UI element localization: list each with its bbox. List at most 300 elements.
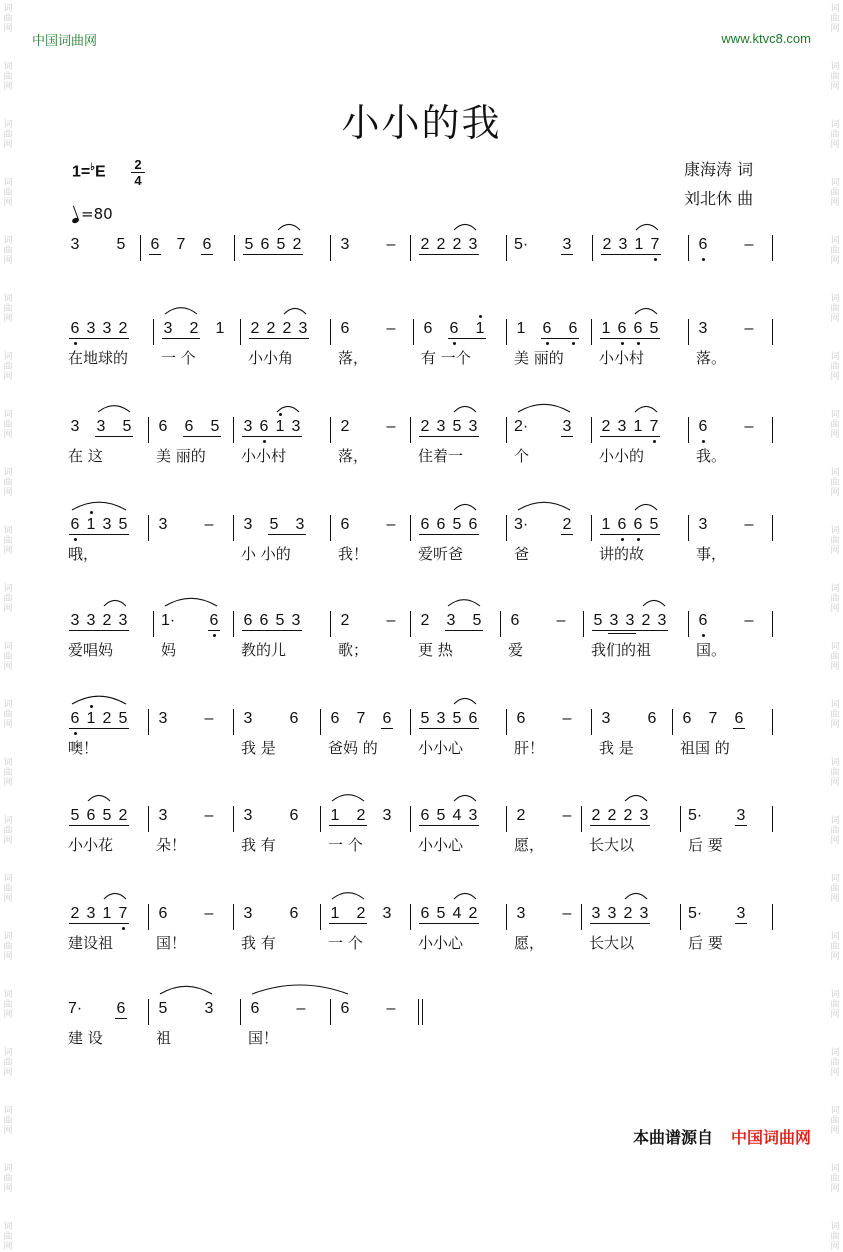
lyric-text: 小 小的 xyxy=(241,545,291,563)
score-note: 6 xyxy=(70,320,80,337)
score-note: 1 xyxy=(633,418,643,435)
score-note: 2 xyxy=(420,418,430,435)
lyric-text: 小小角 xyxy=(248,349,294,367)
barline xyxy=(233,611,234,637)
octave-dot-low xyxy=(702,440,705,443)
watermark-char: 词 xyxy=(3,468,13,478)
score-note: 3 xyxy=(601,710,611,727)
watermark-char: 网 xyxy=(830,1242,840,1252)
score-note: 6 xyxy=(340,1000,350,1017)
barline xyxy=(140,235,141,261)
score-note: 3 xyxy=(243,516,253,533)
duration-underline xyxy=(600,338,660,339)
header-site-url[interactable]: www.ktvc8.com xyxy=(721,31,811,46)
barline xyxy=(234,235,235,261)
watermark-group xyxy=(3,62,12,92)
duration-underline xyxy=(381,728,393,729)
lyric-text: 建 设 xyxy=(68,1029,103,1047)
watermark-char: 曲 xyxy=(3,1058,13,1068)
score-line xyxy=(0,902,843,962)
score-note: 5 xyxy=(649,516,659,533)
score-note: 3 xyxy=(468,418,478,435)
slur xyxy=(160,986,212,994)
slur xyxy=(518,502,570,510)
score-note: 5· xyxy=(688,905,703,922)
score-note: 3 xyxy=(102,320,112,337)
score-note: – xyxy=(386,612,396,629)
watermark-char: 词 xyxy=(830,62,840,72)
barline xyxy=(240,999,241,1025)
score-note: – xyxy=(556,612,566,629)
duration-underline xyxy=(419,923,479,924)
watermark-char: 词 xyxy=(830,758,840,768)
slur xyxy=(454,698,476,704)
score-note: 1 xyxy=(634,236,644,253)
score-note: 7 xyxy=(118,905,128,922)
barline xyxy=(591,515,592,541)
watermark-char: 曲 xyxy=(830,362,840,372)
score-note: 5 xyxy=(244,236,254,253)
lyric-text: 在 这 xyxy=(68,447,103,465)
watermark-char: 词 xyxy=(3,758,13,768)
lyric-text: 事， xyxy=(696,545,727,563)
watermark-char: 曲 xyxy=(830,942,840,952)
watermark-char: 词 xyxy=(830,642,840,652)
barline xyxy=(772,515,773,541)
duration-underline xyxy=(448,338,486,339)
score-line xyxy=(0,609,843,669)
lyric-text: 我 有 xyxy=(241,934,276,952)
barline xyxy=(233,709,234,735)
score-note: 1 xyxy=(86,710,96,727)
score-note: 6 xyxy=(86,807,96,824)
score-note: 3 xyxy=(625,612,635,629)
duration-underline xyxy=(419,254,479,255)
duration-underline xyxy=(243,254,303,255)
barline xyxy=(153,319,154,345)
duration-underline xyxy=(69,630,129,631)
barline xyxy=(591,417,592,443)
watermark-char: 曲 xyxy=(830,188,840,198)
tempo-value: =80 xyxy=(81,205,113,223)
watermark-char: 曲 xyxy=(3,304,13,314)
barline xyxy=(672,709,673,735)
octave-dot-low xyxy=(74,732,77,735)
octave-dot-low xyxy=(572,342,575,345)
lyric-text: 愿， xyxy=(514,934,545,952)
duration-underline xyxy=(445,630,483,631)
barline xyxy=(410,611,411,637)
score-note: 3 xyxy=(562,236,572,253)
lyric-text: 愿， xyxy=(514,836,545,854)
lyric-text: 我 是 xyxy=(599,739,634,757)
watermark-char: 词 xyxy=(3,178,13,188)
watermark-char: 词 xyxy=(830,1048,840,1058)
lyric-text: 我。 xyxy=(696,447,727,465)
watermark-char: 曲 xyxy=(3,652,13,662)
barline xyxy=(581,904,582,930)
octave-dot-low xyxy=(637,538,640,541)
score-note: – xyxy=(386,236,396,253)
score-note: 5· xyxy=(688,807,703,824)
score-note: 6 xyxy=(436,516,446,533)
score-note: 5 xyxy=(452,710,462,727)
watermark-char: 词 xyxy=(3,584,13,594)
score-note: 2 xyxy=(641,612,651,629)
lyric-text: 哦， xyxy=(68,545,99,563)
watermark-char: 网 xyxy=(3,488,13,498)
watermark-char: 曲 xyxy=(3,130,13,140)
score-note: 2 xyxy=(601,418,611,435)
watermark-char: 词 xyxy=(3,816,13,826)
watermark-char: 曲 xyxy=(830,420,840,430)
score-note: 7 xyxy=(708,710,718,727)
score-note: 3 xyxy=(70,418,80,435)
composer-credit: 刘北休 曲 xyxy=(684,189,754,208)
duration-underline xyxy=(249,338,309,339)
watermark-char: 网 xyxy=(3,256,13,266)
duration-underline xyxy=(600,534,660,535)
final-barline xyxy=(422,999,423,1025)
barline xyxy=(410,515,411,541)
watermark-char: 网 xyxy=(830,720,840,730)
score-note: 1 xyxy=(102,905,112,922)
slur xyxy=(252,985,348,994)
barline xyxy=(688,611,689,637)
barline xyxy=(330,319,331,345)
score-note: – xyxy=(204,516,214,533)
barline xyxy=(772,319,773,345)
watermark-char: 曲 xyxy=(3,72,13,82)
barline xyxy=(410,904,411,930)
barline xyxy=(410,417,411,443)
score-note: 7 xyxy=(356,710,366,727)
score-note: 3 xyxy=(163,320,173,337)
watermark-char: 曲 xyxy=(3,884,13,894)
watermark-char: 网 xyxy=(830,430,840,440)
footer-source xyxy=(633,1125,811,1148)
score-note: 2 xyxy=(189,320,199,337)
watermark-char: 网 xyxy=(3,778,13,788)
watermark-char: 词 xyxy=(3,700,13,710)
watermark-char: 网 xyxy=(3,1242,13,1252)
score-line xyxy=(0,707,843,767)
score-note: 6 xyxy=(260,236,270,253)
score-note: 2 xyxy=(452,236,462,253)
score-note: 5 xyxy=(452,418,462,435)
duration-underline xyxy=(419,728,479,729)
score-note: 5 xyxy=(118,710,128,727)
barline xyxy=(772,611,773,637)
slur xyxy=(72,696,126,704)
slur xyxy=(165,598,217,606)
duration-underline xyxy=(69,923,129,924)
duration-underline xyxy=(208,630,220,631)
score-note: 6 xyxy=(420,905,430,922)
duration-underline xyxy=(69,825,129,826)
slur xyxy=(332,893,364,899)
score-note: 1 xyxy=(330,807,340,824)
score-note: 6 xyxy=(150,236,160,253)
score-note: 3 xyxy=(382,905,392,922)
duration-underline xyxy=(600,436,660,437)
score-note: 5 xyxy=(116,236,126,253)
lyric-text: 祖 xyxy=(156,1029,172,1047)
barline xyxy=(500,611,501,637)
watermark-char: 曲 xyxy=(3,1174,13,1184)
octave-dot-high xyxy=(90,511,93,514)
slur xyxy=(277,406,299,412)
score-note: 3 xyxy=(243,710,253,727)
watermark-group xyxy=(830,1164,839,1194)
score-note: 3 xyxy=(618,236,628,253)
score-note: 1 xyxy=(601,516,611,533)
score-note: – xyxy=(296,1000,306,1017)
duration-underline xyxy=(268,534,306,535)
watermark-char: 词 xyxy=(3,410,13,420)
score-note: 2 xyxy=(562,516,572,533)
watermark-char: 词 xyxy=(830,120,840,130)
watermark-char: 网 xyxy=(3,24,13,34)
watermark-char: 词 xyxy=(830,526,840,536)
footer-brand[interactable]: 中国词曲网 xyxy=(730,1128,811,1147)
lyric-text: 我 有 xyxy=(241,836,276,854)
lyric-text: 长大以 xyxy=(589,934,635,952)
score-note: 6 xyxy=(289,807,299,824)
watermark-char: 曲 xyxy=(3,594,13,604)
score-note: 7 xyxy=(649,418,659,435)
watermark-char: 词 xyxy=(3,1106,13,1116)
watermark-char: 网 xyxy=(830,894,840,904)
octave-dot-high xyxy=(479,315,482,318)
barline xyxy=(320,806,321,832)
watermark-char: 词 xyxy=(3,62,13,72)
score-note: 6 xyxy=(633,320,643,337)
barline xyxy=(592,235,593,261)
score-note: 5 xyxy=(649,320,659,337)
slur xyxy=(635,504,657,510)
watermark-char: 网 xyxy=(830,952,840,962)
watermark-char: 网 xyxy=(3,198,13,208)
header-site-name: 中国词曲网 xyxy=(32,34,98,49)
score-note: 3 xyxy=(204,1000,214,1017)
score-note: 3 xyxy=(295,516,305,533)
slur xyxy=(98,406,130,412)
score-note: 3 xyxy=(158,516,168,533)
watermark-char: 曲 xyxy=(830,652,840,662)
score-note: 2 xyxy=(516,807,526,824)
watermark-char: 曲 xyxy=(3,942,13,952)
score-note: 6 xyxy=(202,236,212,253)
barline xyxy=(410,235,411,261)
slur xyxy=(636,224,658,230)
barline xyxy=(330,999,331,1025)
score-note: 3 xyxy=(96,418,106,435)
lyric-text: 爸 xyxy=(514,545,530,563)
score-note: 2 xyxy=(102,710,112,727)
score-note: 5 xyxy=(593,612,603,629)
score-note: 2· xyxy=(514,418,529,435)
score-note: – xyxy=(386,1000,396,1017)
score-note: 2 xyxy=(607,807,617,824)
score-note: 1 xyxy=(601,320,611,337)
watermark-char: 曲 xyxy=(830,1174,840,1184)
lyric-text: 爸妈 的 xyxy=(328,739,378,757)
duration-underline xyxy=(735,825,747,826)
score-note: 3 xyxy=(158,710,168,727)
watermark-char: 网 xyxy=(830,24,840,34)
duration-underline xyxy=(590,825,650,826)
score-note: 3 xyxy=(562,418,572,435)
score-note: 3 xyxy=(617,418,627,435)
watermark-char: 网 xyxy=(830,314,840,324)
score-note: 2 xyxy=(468,905,478,922)
score-note: 6 xyxy=(698,236,708,253)
score-note: 5 xyxy=(118,516,128,533)
duration-underline xyxy=(201,254,213,255)
barline xyxy=(591,709,592,735)
watermark-char: 网 xyxy=(3,1184,13,1194)
slur xyxy=(454,795,476,801)
watermark-char: 网 xyxy=(830,488,840,498)
lyric-text: 讲的故 xyxy=(599,545,645,563)
score-note: 2 xyxy=(623,905,633,922)
score-note: – xyxy=(204,807,214,824)
score-note: 6 xyxy=(116,1000,126,1017)
score-note: – xyxy=(386,516,396,533)
score-note: 2 xyxy=(356,905,366,922)
score-note: 6 xyxy=(698,612,708,629)
score-note: 6 xyxy=(259,612,269,629)
barline xyxy=(506,417,507,443)
score-line xyxy=(0,233,843,293)
watermark-char: 网 xyxy=(3,1126,13,1136)
watermark-group xyxy=(3,1222,12,1252)
barline xyxy=(680,904,681,930)
score-note: 3 xyxy=(243,905,253,922)
score-note: 5· xyxy=(514,236,529,253)
watermark-char: 词 xyxy=(3,1048,13,1058)
lyric-text: 噢！ xyxy=(68,739,99,757)
watermark-group xyxy=(830,178,839,208)
watermark-group xyxy=(830,1106,839,1136)
lyric-text: 妈 xyxy=(161,641,177,659)
octave-dot-low xyxy=(213,634,216,637)
watermark-char: 词 xyxy=(830,1106,840,1116)
barline xyxy=(772,709,773,735)
score-note: 2 xyxy=(356,807,366,824)
barline xyxy=(240,319,241,345)
barline xyxy=(233,806,234,832)
watermark-group xyxy=(3,1164,12,1194)
lyric-text: 我！ xyxy=(338,545,369,563)
watermark-char: 曲 xyxy=(830,768,840,778)
score-note: 5 xyxy=(70,807,80,824)
slur xyxy=(88,795,110,801)
watermark-char: 网 xyxy=(830,1126,840,1136)
watermark-group xyxy=(3,874,12,904)
watermark-char: 网 xyxy=(3,720,13,730)
watermark-char: 词 xyxy=(830,1222,840,1232)
score-note: 3 xyxy=(639,807,649,824)
lyric-text: 小小的 xyxy=(599,447,645,465)
score-note: 2 xyxy=(118,807,128,824)
barline xyxy=(506,319,507,345)
barline xyxy=(148,806,149,832)
duration-underline xyxy=(419,534,479,535)
score-note: 3 xyxy=(291,612,301,629)
watermark-char: 词 xyxy=(3,1222,13,1232)
watermark-char: 词 xyxy=(3,874,13,884)
octave-dot-low xyxy=(621,538,624,541)
barline xyxy=(591,319,592,345)
score-note: 6 xyxy=(468,710,478,727)
slur xyxy=(635,308,657,314)
score-note: 3 xyxy=(436,418,446,435)
watermark-char: 网 xyxy=(3,836,13,846)
octave-dot-low xyxy=(74,342,77,345)
lyric-text: 落， xyxy=(338,349,369,367)
lyric-text: 后 要 xyxy=(688,836,723,854)
watermark-char: 曲 xyxy=(830,72,840,82)
slur xyxy=(518,404,570,412)
score-note: 2 xyxy=(340,418,350,435)
time-signature-bottom: 4 xyxy=(134,173,142,188)
duration-underline xyxy=(329,825,367,826)
watermark-char: 词 xyxy=(830,468,840,478)
barline xyxy=(413,319,414,345)
song-title: 小小的我 xyxy=(341,101,502,145)
score-note: 1 xyxy=(330,905,340,922)
watermark-char: 词 xyxy=(3,1164,13,1174)
watermark-char: 曲 xyxy=(830,1232,840,1242)
duration-underline xyxy=(115,1018,127,1019)
duration-underline xyxy=(561,254,573,255)
slur xyxy=(278,224,300,230)
watermark-char: 曲 xyxy=(3,420,13,430)
watermark-char: 曲 xyxy=(830,826,840,836)
score-note: 5 xyxy=(158,1000,168,1017)
score-note: 6 xyxy=(423,320,433,337)
watermark-char: 曲 xyxy=(830,1058,840,1068)
barline xyxy=(148,515,149,541)
watermark-char: 曲 xyxy=(3,536,13,546)
duration-underline xyxy=(69,338,129,339)
score-note: 6 xyxy=(184,418,194,435)
score-note: 3 xyxy=(516,905,526,922)
barline xyxy=(772,417,773,443)
watermark-char: 网 xyxy=(3,1010,13,1020)
lyricist-credit: 康海涛 词 xyxy=(684,160,754,179)
score-note: 3 xyxy=(243,418,253,435)
barline xyxy=(772,235,773,261)
slur xyxy=(165,308,197,314)
barline xyxy=(330,515,331,541)
score-note: 6 xyxy=(420,807,430,824)
score-note: 2 xyxy=(292,236,302,253)
octave-dot-high xyxy=(279,413,282,416)
slur xyxy=(454,504,476,510)
duration-underline xyxy=(592,630,668,631)
barline xyxy=(688,319,689,345)
lyric-text: 国！ xyxy=(248,1029,279,1047)
barline xyxy=(330,417,331,443)
lyric-text: 我 是 xyxy=(241,739,276,757)
watermark-char: 词 xyxy=(830,700,840,710)
score-note: 3 xyxy=(158,807,168,824)
lyric-text: 美 丽的 xyxy=(514,349,564,367)
watermark-char: 曲 xyxy=(3,768,13,778)
